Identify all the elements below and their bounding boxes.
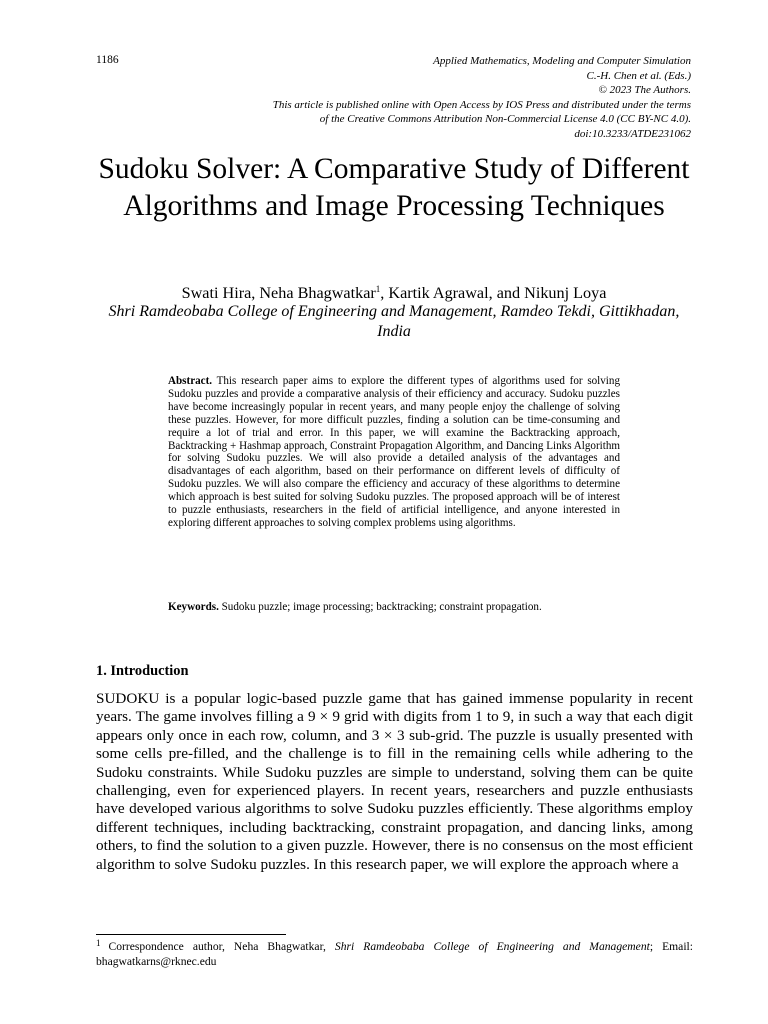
doi: doi:10.3233/ATDE231062: [574, 127, 691, 140]
license-line-2: of the Creative Commons Attribution Non-Commercial License 4.0 (CC BY-NC 4.0).: [319, 113, 691, 126]
paper-title: Sudoku Solver: A Comparative Study of Different Algorithms and Image Processing Techniques: [98, 153, 690, 222]
footnote-marker: 1: [375, 284, 381, 294]
authors-first: Swati Hira, Neha Bhagwatkar: [181, 284, 376, 302]
journal-name: Applied Mathematics, Modeling and Computer Simulation: [433, 55, 691, 67]
publication-header: [131, 54, 691, 142]
affiliation: Shri Ramdeobaba College of Engineering and Management, Ramdeo Tekdi, Gittikhadan, India: [108, 303, 680, 340]
abstract: [168, 375, 620, 530]
abstract-label: Abstract.: [168, 375, 213, 387]
keywords-text: Sudoku puzzle; image processing; backtracking; constraint propagation.: [221, 601, 542, 613]
introduction-paragraph: SUDOKU is a popular logic-based puzzle game that has gained immense popularity in recent years. The game involves filling a 9 × 9 grid with digits from 1 to 9, in such a way that each digit appears only once in each row, column, and 3 × 3 sub-grid. The puzzle is usually presented with some cells pre-filled, and the challenge is to fill in the remaining cells while adhering to the Sudoku constraints. While Sudoku puzzles are simple to understand, solving them can be quite challenging, even for experienced players. In recent years, researchers and puzzle enthusiasts have developed various algorithms to solve Sudoku puzzles efficiently. These algorithms employ different techniques, including backtracking, constraint propagation, and dancing links, among others, to find the solution to a given puzzle. However, there is no consensus on the most efficient algorithm to solve Sudoku puzzles. In this research paper, we will explore the approach where a: [96, 690, 693, 873]
footnote-text-before: Correspondence author, Neha Bhagwatkar,: [108, 940, 335, 953]
abstract-text: This research paper aims to explore the different types of algorithms used for solving Sudoku puzzles and provide a comparative analysis of their efficiency and accuracy. Sudoku puzzles have become increasingly popular in recent years, and many people enjoy the challenge of solving these puzzles. However, for more difficult puzzles, finding a solution can be time-consuming and require a lot of trial and error. In this paper, we will examine the Backtracking approach, Backtracking + Hashmap approach, Constraint Propagation Algorithm, and Dancing Links Algorithm for solving Sudoku puzzles. We will also provide a detailed analysis of the advantages and disadvantages of each algorithm, based on their performance on different levels of difficulty of Sudoku puzzles. We will also compare the efficiency and accuracy of these algorithms to determine which approach is best suited for solving Sudoku puzzles. The proposed approach will be of interest to puzzle enthusiasts, researchers in the field of artificial intelligence, and anyone interested in exploring different approaches to solving complex problems using algorithms.: [168, 375, 620, 529]
footnote-number: 1: [96, 938, 101, 948]
editors: C.-H. Chen et al. (Eds.): [586, 69, 691, 82]
footnote-divider: [96, 934, 286, 935]
section-heading: 1. Introduction: [96, 663, 189, 679]
license-line-1: This article is published online with Open Access by IOS Press and distributed under the terms: [272, 98, 691, 111]
authors-rest: , Kartik Agrawal, and Nikunj Loya: [380, 284, 607, 302]
page-number: 1186: [96, 54, 119, 66]
author-list: [60, 283, 728, 303]
footnote-institution: Shri Ramdeobaba College of Engineering and Management: [334, 940, 650, 953]
footnote: [96, 940, 693, 969]
copyright: © 2023 The Authors.: [598, 84, 691, 97]
keywords-label: Keywords.: [168, 601, 219, 613]
footnote-text-after: ; Email: bhagwatkarns@rknec.edu: [96, 940, 693, 968]
keywords: [168, 601, 620, 614]
